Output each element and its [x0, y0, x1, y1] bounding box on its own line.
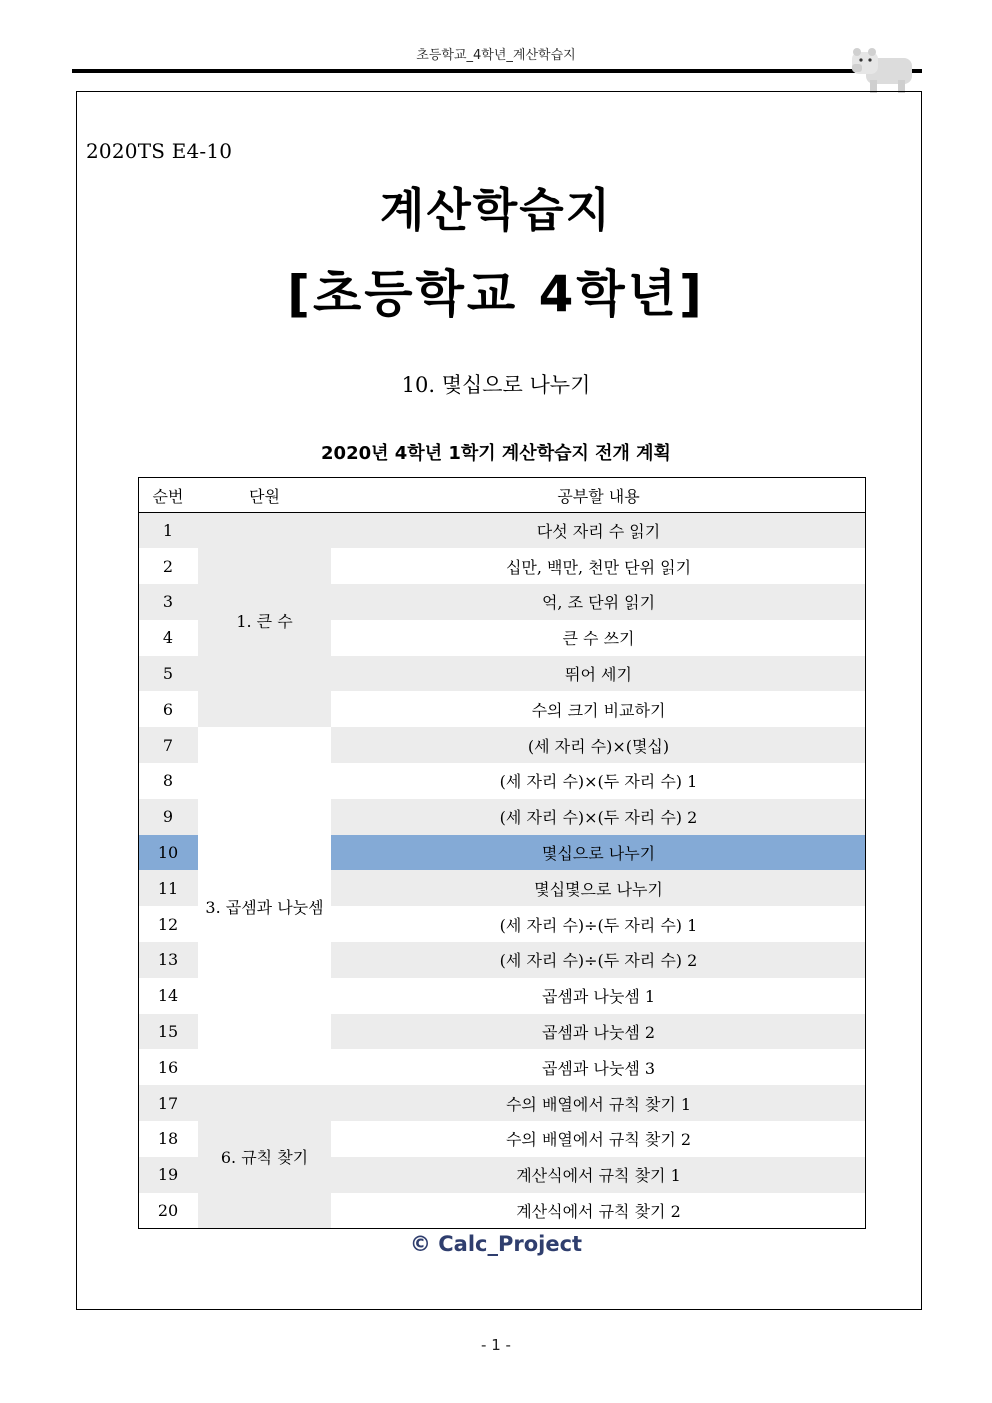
- lesson-number: 7: [138, 727, 198, 763]
- lesson-number: 2: [162, 556, 174, 576]
- lesson-content: (세 자리 수)×(두 자리 수) 2: [331, 799, 866, 835]
- lesson-content: 몇십몇으로 나누기: [331, 870, 866, 906]
- lesson-number: 15: [138, 1014, 198, 1050]
- lesson-number: 17: [138, 1085, 198, 1121]
- lesson-content: (세 자리 수)÷(두 자리 수) 2: [331, 942, 866, 978]
- lesson-content: 수의 크기 비교하기: [531, 700, 666, 720]
- lesson-number: 3: [138, 584, 198, 620]
- lesson-number: 11: [138, 870, 198, 906]
- table-row: [138, 1085, 866, 1121]
- lesson-content: 억, 조 단위 읽기: [331, 584, 866, 620]
- header-rule: [72, 69, 922, 73]
- lesson-title: 10. 몇십으로 나누기: [401, 373, 591, 397]
- lesson-plan-table: [138, 477, 866, 1229]
- lesson-content: 뛰어 세기: [331, 656, 866, 692]
- polar-bear-icon: [850, 44, 916, 96]
- unit-name: 3. 곱셈과 나눗셈: [198, 727, 331, 1085]
- lesson-number: 18: [157, 1129, 179, 1149]
- table-caption: 2020년 4학년 1학기 계산학습지 전개 계획: [321, 443, 671, 464]
- lesson-number: 8: [162, 771, 174, 791]
- lesson-content: 곱셈과 나눗셈 2: [331, 1014, 866, 1050]
- lesson-number: 19: [138, 1157, 198, 1193]
- document-code: 2020TS E4-10: [86, 139, 233, 163]
- header-unit: 단원: [198, 478, 331, 513]
- lesson-content: 수의 배열에서 규칙 찾기 1: [331, 1085, 866, 1121]
- lesson-number: 6: [162, 699, 174, 719]
- table-row: [138, 727, 866, 763]
- copyright: © Calc_Project: [409, 1232, 583, 1256]
- page-title: 계산학습지: [379, 183, 613, 237]
- page-subtitle-grade: [초등학교 4학년]: [287, 265, 705, 323]
- lesson-content: (세 자리 수)÷(두 자리 수) 1: [499, 915, 698, 935]
- header-number: 순번: [138, 478, 198, 513]
- lesson-number: 5: [138, 656, 198, 692]
- lesson-content: 계산식에서 규칙 찾기 1: [331, 1157, 866, 1193]
- unit-name: 6. 규칙 찾기: [198, 1085, 331, 1228]
- lesson-content: (세 자리 수)×(몇십): [331, 727, 866, 763]
- lesson-content: 십만, 백만, 천만 단위 읽기: [505, 557, 692, 577]
- lesson-number: 9: [138, 799, 198, 835]
- unit-name: 1. 큰 수: [198, 513, 331, 728]
- lesson-number: 1: [138, 513, 198, 549]
- lesson-number: 10: [138, 835, 198, 871]
- lesson-content: 다섯 자리 수 읽기: [331, 513, 866, 549]
- running-header: 초등학교_4학년_계산학습지: [416, 48, 576, 63]
- lesson-content: 몇십으로 나누기: [331, 835, 866, 871]
- lesson-content: 곱셈과 나눗셈 3: [541, 1058, 656, 1078]
- lesson-content: 곱셈과 나눗셈 1: [541, 987, 656, 1007]
- lesson-content: (세 자리 수)×(두 자리 수) 1: [499, 772, 698, 792]
- lesson-content: 큰 수 쓰기: [562, 629, 635, 649]
- lesson-content: 수의 배열에서 규칙 찾기 2: [505, 1130, 692, 1150]
- lesson-number: 14: [157, 986, 179, 1006]
- page-number: - 1 -: [481, 1336, 511, 1354]
- table-row: [138, 513, 866, 549]
- lesson-number: 16: [157, 1057, 179, 1077]
- table-header-row: [138, 478, 866, 513]
- lesson-content: 계산식에서 규칙 찾기 2: [331, 1193, 866, 1229]
- lesson-number: 12: [157, 914, 179, 934]
- lesson-number: 13: [138, 942, 198, 978]
- lesson-number: 4: [162, 628, 174, 648]
- lesson-number: 20: [138, 1193, 198, 1229]
- header-content: 공부할 내용: [331, 478, 866, 513]
